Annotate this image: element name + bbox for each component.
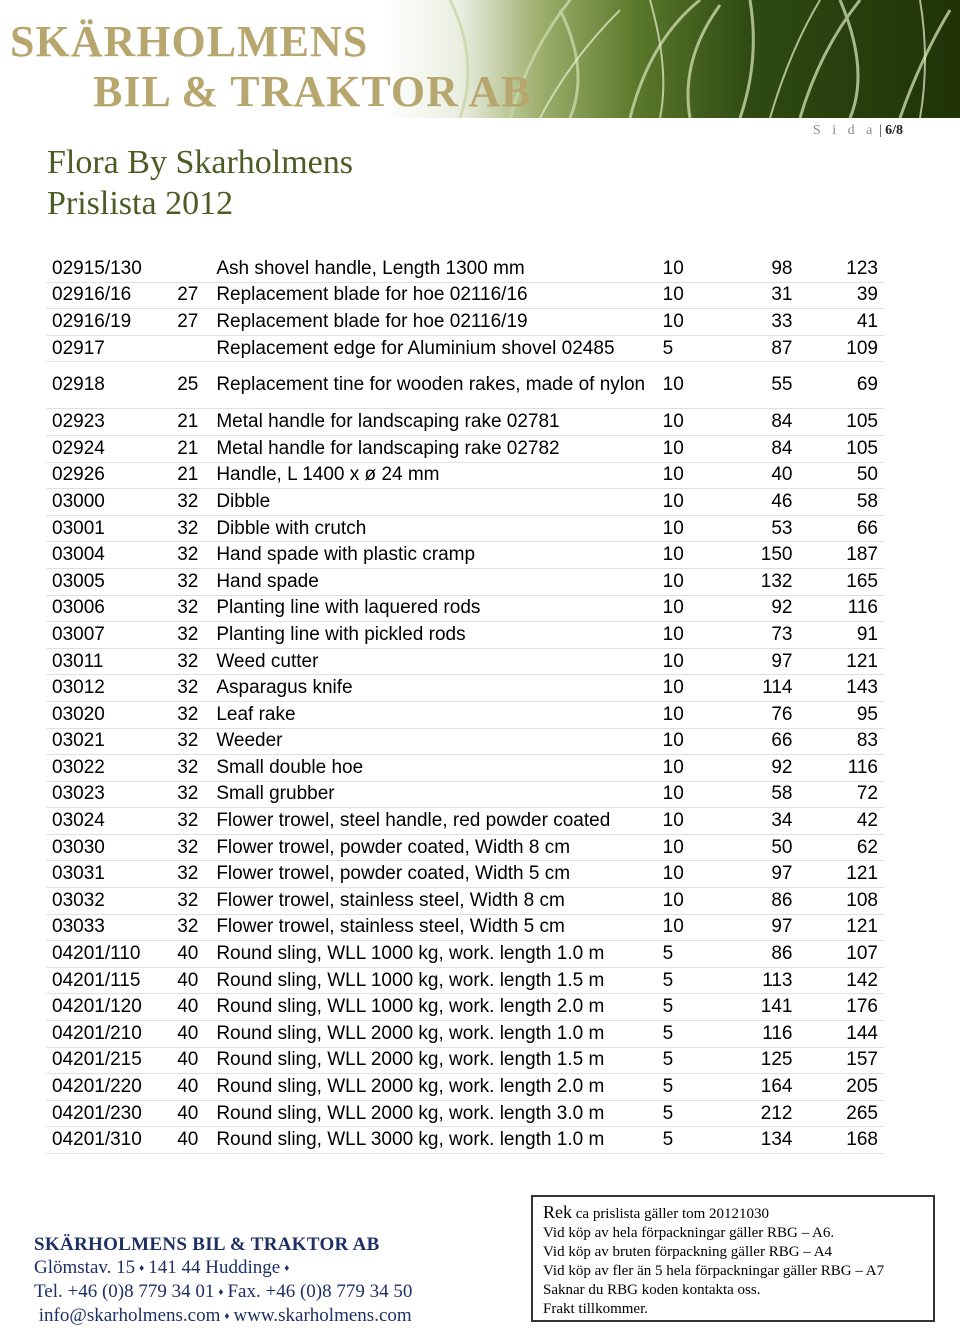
price-2: 72 — [799, 781, 885, 808]
item-code: 04201/210 — [46, 1021, 157, 1048]
table-row — [46, 781, 884, 808]
price-2: 62 — [799, 834, 885, 861]
table-row — [46, 994, 884, 1021]
table-row — [46, 489, 884, 516]
price-1: 84 — [715, 435, 799, 462]
pack-quantity: 10 — [657, 256, 715, 282]
price-2: 105 — [799, 409, 885, 436]
price-2: 205 — [799, 1074, 885, 1101]
item-description: Hand spade with plastic cramp — [210, 542, 656, 569]
group-code: 40 — [157, 967, 211, 994]
item-description: Hand spade — [210, 568, 656, 595]
group-code: 40 — [157, 1127, 211, 1154]
item-code: 04201/115 — [46, 967, 157, 994]
price-1: 98 — [715, 256, 799, 282]
group-code: 32 — [157, 781, 211, 808]
group-code: 32 — [157, 755, 211, 782]
note-line2: Vid köp av hela förpackningar gäller RBG – A6. — [543, 1225, 835, 1241]
pack-quantity: 10 — [657, 781, 715, 808]
item-code: 04201/110 — [46, 941, 157, 968]
item-code: 03023 — [46, 781, 157, 808]
price-2: 143 — [799, 675, 885, 702]
page-indicator: S i d a | 6/8 — [812, 123, 903, 138]
price-2: 91 — [799, 622, 885, 649]
price-1: 34 — [715, 808, 799, 835]
table-row — [46, 1074, 884, 1101]
price-1: 97 — [715, 648, 799, 675]
table-row — [46, 1127, 884, 1154]
price-2: 265 — [799, 1100, 885, 1127]
pack-quantity: 5 — [657, 1021, 715, 1048]
table-row — [46, 834, 884, 861]
contact-line — [34, 1304, 412, 1328]
price-1: 40 — [715, 462, 799, 489]
pack-quantity: 5 — [657, 1047, 715, 1074]
pack-quantity: 10 — [657, 309, 715, 336]
item-description: Round sling, WLL 2000 kg, work. length 2.0 m — [210, 1074, 656, 1101]
table-row — [46, 409, 884, 436]
price-1: 132 — [715, 568, 799, 595]
pack-quantity: 10 — [657, 568, 715, 595]
pack-quantity: 10 — [657, 515, 715, 542]
price-1: 66 — [715, 728, 799, 755]
diamond-icon: ♦ — [218, 1287, 224, 1298]
pack-quantity: 10 — [657, 675, 715, 702]
price-1: 46 — [715, 489, 799, 516]
table-row — [46, 755, 884, 782]
price-2: 109 — [799, 335, 885, 362]
item-code: 03006 — [46, 595, 157, 622]
price-1: 55 — [715, 362, 799, 409]
item-code: 02916/16 — [46, 282, 157, 309]
item-description: Metal handle for landscaping rake 02781 — [210, 409, 656, 436]
pack-quantity: 10 — [657, 362, 715, 409]
price-1: 76 — [715, 701, 799, 728]
item-description: Replacement blade for hoe 02116/16 — [210, 282, 656, 309]
company-name: SKÄRHOLMENS BIL & TRAKTOR AB — [34, 1234, 380, 1255]
item-description: Asparagus knife — [210, 675, 656, 702]
price-2: 123 — [799, 256, 885, 282]
email-link[interactable]: info@skarholmens.com — [38, 1305, 221, 1326]
group-code: 32 — [157, 595, 211, 622]
price-2: 187 — [799, 542, 885, 569]
group-code: 40 — [157, 994, 211, 1021]
group-code: 21 — [157, 435, 211, 462]
group-code: 40 — [157, 1074, 211, 1101]
table-row — [46, 542, 884, 569]
price-1: 53 — [715, 515, 799, 542]
item-code: 04201/220 — [46, 1074, 157, 1101]
group-code: 32 — [157, 701, 211, 728]
price-1: 150 — [715, 542, 799, 569]
group-code: 32 — [157, 808, 211, 835]
item-code: 03030 — [46, 834, 157, 861]
group-code: 32 — [157, 728, 211, 755]
item-code: 03004 — [46, 542, 157, 569]
price-1: 164 — [715, 1074, 799, 1101]
note-line1 — [543, 1203, 923, 1224]
group-code: 32 — [157, 489, 211, 516]
note-line4: Vid köp av fler än 5 hela förpackningar gäller RBG – A7 — [543, 1263, 885, 1279]
price-2: 168 — [799, 1127, 885, 1154]
group-code: 32 — [157, 888, 211, 915]
item-code: 02916/19 — [46, 309, 157, 336]
pack-quantity: 10 — [657, 489, 715, 516]
note-line3: Vid köp av bruten förpackning gäller RBG – A4 — [543, 1244, 833, 1260]
item-code: 03022 — [46, 755, 157, 782]
price-1: 87 — [715, 335, 799, 362]
diamond-icon: ♦ — [139, 1263, 145, 1274]
price-2: 83 — [799, 728, 885, 755]
note-line1-rest: ca prislista gäller tom 20121030 — [572, 1206, 770, 1222]
table-row — [46, 282, 884, 309]
table-row — [46, 914, 884, 941]
table-row — [46, 435, 884, 462]
price-2: 165 — [799, 568, 885, 595]
price-2: 108 — [799, 888, 885, 915]
price-1: 212 — [715, 1100, 799, 1127]
rek-label: Rek — [543, 1202, 572, 1222]
price-1: 141 — [715, 994, 799, 1021]
price-1: 86 — [715, 941, 799, 968]
price-2: 66 — [799, 515, 885, 542]
item-description: Flower trowel, steel handle, red powder coated — [210, 808, 656, 835]
price-2: 58 — [799, 489, 885, 516]
item-code: 04201/310 — [46, 1127, 157, 1154]
pack-quantity: 10 — [657, 808, 715, 835]
table-row — [46, 362, 884, 409]
pack-quantity: 5 — [657, 967, 715, 994]
item-description: Round sling, WLL 1000 kg, work. length 1.5 m — [210, 967, 656, 994]
price-1: 86 — [715, 888, 799, 915]
item-code: 04201/215 — [46, 1047, 157, 1074]
table-row — [46, 648, 884, 675]
item-description: Weed cutter — [210, 648, 656, 675]
table-row — [46, 515, 884, 542]
item-code: 04201/230 — [46, 1100, 157, 1127]
group-code — [157, 256, 211, 282]
price-2: 107 — [799, 941, 885, 968]
item-code: 02917 — [46, 335, 157, 362]
item-code: 03001 — [46, 515, 157, 542]
title-line1: Flora By Skarholmens — [47, 144, 353, 181]
item-description: Replacement edge for Aluminium shovel 02485 — [210, 335, 656, 362]
price-1: 58 — [715, 781, 799, 808]
price-1: 84 — [715, 409, 799, 436]
price-2: 116 — [799, 755, 885, 782]
price-1: 33 — [715, 309, 799, 336]
pack-quantity: 10 — [657, 542, 715, 569]
item-description: Small grubber — [210, 781, 656, 808]
pack-quantity: 10 — [657, 595, 715, 622]
item-description: Round sling, WLL 1000 kg, work. length 1.0 m — [210, 941, 656, 968]
item-description: Dibble — [210, 489, 656, 516]
item-description: Round sling, WLL 3000 kg, work. length 1.0 m — [210, 1127, 656, 1154]
group-code: 32 — [157, 648, 211, 675]
item-code: 02915/130 — [46, 256, 157, 282]
table-row — [46, 1021, 884, 1048]
item-code: 03020 — [46, 701, 157, 728]
price-2: 157 — [799, 1047, 885, 1074]
group-code: 40 — [157, 1047, 211, 1074]
item-code: 03032 — [46, 888, 157, 915]
item-code: 03012 — [46, 675, 157, 702]
street: Glömstav. 15 — [34, 1257, 136, 1278]
item-code: 03005 — [46, 568, 157, 595]
price-2: 176 — [799, 994, 885, 1021]
group-code: 21 — [157, 462, 211, 489]
phone: Tel. +46 (0)8 779 34 01 — [34, 1281, 215, 1302]
phone-line — [34, 1280, 412, 1304]
item-description: Dibble with crutch — [210, 515, 656, 542]
item-description: Replacement blade for hoe 02116/19 — [210, 309, 656, 336]
item-description: Round sling, WLL 2000 kg, work. length 1.0 m — [210, 1021, 656, 1048]
item-description: Planting line with pickled rods — [210, 622, 656, 649]
item-description: Round sling, WLL 2000 kg, work. length 1.5 m — [210, 1047, 656, 1074]
item-code: 02923 — [46, 409, 157, 436]
price-2: 105 — [799, 435, 885, 462]
logo-line1: SKÄRHOLMENS — [10, 17, 369, 66]
pack-quantity: 10 — [657, 728, 715, 755]
document-title — [47, 142, 353, 224]
table-row — [46, 675, 884, 702]
group-code: 32 — [157, 542, 211, 569]
item-code: 02924 — [46, 435, 157, 462]
group-code: 32 — [157, 834, 211, 861]
pack-quantity: 10 — [657, 914, 715, 941]
price-1: 116 — [715, 1021, 799, 1048]
item-code: 03024 — [46, 808, 157, 835]
group-code: 32 — [157, 675, 211, 702]
price-2: 42 — [799, 808, 885, 835]
item-description: Handle, L 1400 x ø 24 mm — [210, 462, 656, 489]
pack-quantity: 10 — [657, 409, 715, 436]
group-code: 32 — [157, 861, 211, 888]
price-2: 69 — [799, 362, 885, 409]
pack-quantity: 10 — [657, 861, 715, 888]
pack-quantity: 10 — [657, 435, 715, 462]
table-row — [46, 595, 884, 622]
table-row — [46, 309, 884, 336]
page-label: S i d a — [812, 123, 877, 138]
note-line5: Saknar du RBG koden kontakta oss. — [543, 1282, 761, 1298]
pack-quantity: 10 — [657, 755, 715, 782]
table-row — [46, 1047, 884, 1074]
price-2: 39 — [799, 282, 885, 309]
table-row — [46, 888, 884, 915]
diamond-icon: ♦ — [224, 1311, 230, 1322]
table-row — [46, 568, 884, 595]
price-1: 97 — [715, 914, 799, 941]
table-row — [46, 861, 884, 888]
pack-quantity: 10 — [657, 888, 715, 915]
item-description: Metal handle for landscaping rake 02782 — [210, 435, 656, 462]
group-code: 32 — [157, 622, 211, 649]
pack-quantity: 10 — [657, 622, 715, 649]
table-row — [46, 256, 884, 282]
pack-quantity: 10 — [657, 834, 715, 861]
pack-quantity: 10 — [657, 282, 715, 309]
price-2: 121 — [799, 861, 885, 888]
price-1: 125 — [715, 1047, 799, 1074]
price-1: 50 — [715, 834, 799, 861]
title-line2: Prislista 2012 — [47, 185, 234, 222]
item-description: Flower trowel, stainless steel, Width 5 cm — [210, 914, 656, 941]
header-banner — [0, 0, 960, 118]
item-code: 03007 — [46, 622, 157, 649]
postal: 141 44 Huddinge — [148, 1257, 281, 1278]
price-table — [46, 256, 884, 1154]
group-code: 40 — [157, 1021, 211, 1048]
price-1: 97 — [715, 861, 799, 888]
item-code: 02926 — [46, 462, 157, 489]
page-number: 6/8 — [885, 123, 903, 138]
price-2: 116 — [799, 595, 885, 622]
price-1: 134 — [715, 1127, 799, 1154]
table-row — [46, 941, 884, 968]
logo-line2: BIL & TRAKTOR AB — [93, 67, 532, 116]
item-description: Round sling, WLL 2000 kg, work. length 3.0 m — [210, 1100, 656, 1127]
table-row — [46, 622, 884, 649]
item-description: Round sling, WLL 1000 kg, work. length 2.0 m — [210, 994, 656, 1021]
table-row — [46, 335, 884, 362]
price-2: 95 — [799, 701, 885, 728]
item-code: 03011 — [46, 648, 157, 675]
diamond-icon: ♦ — [284, 1263, 290, 1274]
pack-quantity: 5 — [657, 1127, 715, 1154]
group-code: 32 — [157, 515, 211, 542]
price-1: 73 — [715, 622, 799, 649]
item-description: Flower trowel, powder coated, Width 8 cm — [210, 834, 656, 861]
note-line6: Frakt tillkommer. — [543, 1301, 648, 1317]
table-row — [46, 728, 884, 755]
table-row — [46, 967, 884, 994]
pack-quantity: 5 — [657, 1100, 715, 1127]
item-description: Flower trowel, powder coated, Width 5 cm — [210, 861, 656, 888]
price-2: 121 — [799, 914, 885, 941]
item-description: Planting line with laquered rods — [210, 595, 656, 622]
item-description: Small double hoe — [210, 755, 656, 782]
group-code — [157, 335, 211, 362]
price-2: 142 — [799, 967, 885, 994]
group-code: 32 — [157, 914, 211, 941]
pack-quantity: 10 — [657, 648, 715, 675]
price-2: 144 — [799, 1021, 885, 1048]
group-code: 40 — [157, 1100, 211, 1127]
table-row — [46, 1100, 884, 1127]
price-1: 31 — [715, 282, 799, 309]
item-description: Ash shovel handle, Length 1300 mm — [210, 256, 656, 282]
price-2: 121 — [799, 648, 885, 675]
group-code: 32 — [157, 568, 211, 595]
item-description: Replacement tine for wooden rakes, made of nylon — [210, 362, 656, 409]
table-row — [46, 701, 884, 728]
pack-quantity: 10 — [657, 701, 715, 728]
item-code: 03033 — [46, 914, 157, 941]
item-code: 03021 — [46, 728, 157, 755]
item-code: 02918 — [46, 362, 157, 409]
group-code: 21 — [157, 409, 211, 436]
pack-quantity: 5 — [657, 994, 715, 1021]
group-code: 27 — [157, 282, 211, 309]
company-info — [34, 1233, 412, 1328]
item-code: 04201/120 — [46, 994, 157, 1021]
pack-quantity: 5 — [657, 1074, 715, 1101]
table-row — [46, 808, 884, 835]
price-2: 50 — [799, 462, 885, 489]
pack-quantity: 5 — [657, 335, 715, 362]
fax: Fax. +46 (0)8 779 34 50 — [227, 1281, 413, 1302]
pack-quantity: 5 — [657, 941, 715, 968]
address-line — [34, 1256, 412, 1280]
table-row — [46, 462, 884, 489]
price-1: 92 — [715, 755, 799, 782]
group-code: 25 — [157, 362, 211, 409]
pack-quantity: 10 — [657, 462, 715, 489]
price-1: 114 — [715, 675, 799, 702]
item-description: Flower trowel, stainless steel, Width 8 cm — [210, 888, 656, 915]
price-1: 113 — [715, 967, 799, 994]
price-1: 92 — [715, 595, 799, 622]
group-code: 27 — [157, 309, 211, 336]
pricing-notes-box — [531, 1195, 935, 1322]
group-code: 40 — [157, 941, 211, 968]
item-description: Leaf rake — [210, 701, 656, 728]
item-description: Weeder — [210, 728, 656, 755]
item-code: 03031 — [46, 861, 157, 888]
price-2: 41 — [799, 309, 885, 336]
item-code: 03000 — [46, 489, 157, 516]
website-link[interactable]: www.skarholmens.com — [233, 1305, 412, 1326]
